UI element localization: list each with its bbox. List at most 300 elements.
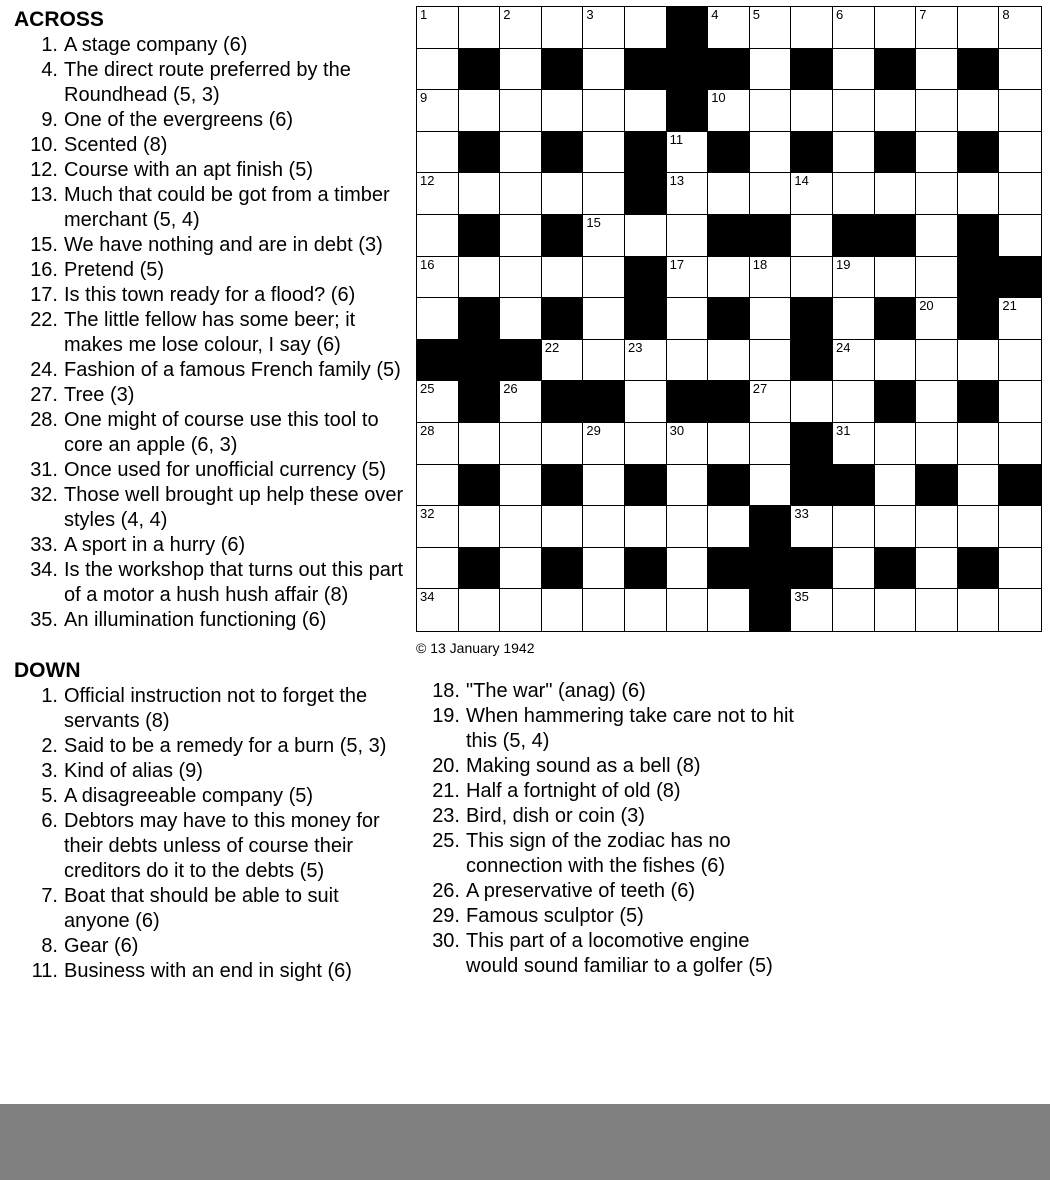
clue-text: One might of course use this tool to core an apple (6, 3) <box>64 409 379 456</box>
grid-cell[interactable] <box>833 506 875 548</box>
clue-text: Scented (8) <box>64 134 168 156</box>
grid-cell[interactable] <box>667 257 709 299</box>
grid-cell[interactable] <box>625 423 667 465</box>
cell-number: 22 <box>544 339 560 355</box>
grid-cell[interactable] <box>417 257 459 299</box>
clue-item <box>14 408 406 458</box>
grid-cell[interactable] <box>583 7 625 49</box>
clue-number: 24. <box>30 359 58 381</box>
clue-number: 26. <box>432 880 460 902</box>
clue-text: An illumination functioning (6) <box>64 609 327 631</box>
grid-cell[interactable] <box>750 90 792 132</box>
clue-text: Gear (6) <box>64 935 139 957</box>
grid-cell[interactable] <box>583 589 625 631</box>
grid-cell[interactable] <box>417 589 459 631</box>
grid-cell[interactable] <box>667 298 709 340</box>
grid-cell[interactable] <box>667 506 709 548</box>
cell-number: 13 <box>669 173 685 189</box>
clue-text: Tree (3) <box>64 384 135 406</box>
grid-cell[interactable] <box>500 465 542 507</box>
grid-cell[interactable] <box>708 257 750 299</box>
grid-cell[interactable] <box>916 90 958 132</box>
grid-cell[interactable] <box>583 215 625 257</box>
clue-number: 12. <box>30 159 58 181</box>
clue-item <box>416 754 796 779</box>
clue-number: 10. <box>30 134 58 156</box>
grid-cell[interactable] <box>417 298 459 340</box>
grid-cell[interactable] <box>958 7 1000 49</box>
grid-cell[interactable] <box>958 423 1000 465</box>
grid-cell[interactable] <box>999 173 1041 215</box>
grid-cell[interactable] <box>500 215 542 257</box>
clue-number: 29. <box>432 905 460 927</box>
grid-cell-black <box>667 381 709 423</box>
grid-cell[interactable] <box>583 173 625 215</box>
grid-cell[interactable] <box>667 132 709 174</box>
grid-cell[interactable] <box>833 7 875 49</box>
grid-cell[interactable] <box>417 423 459 465</box>
grid-cell-black <box>958 257 1000 299</box>
grid-cell[interactable] <box>542 506 584 548</box>
grid-cell[interactable] <box>542 340 584 382</box>
grid-cell-black <box>542 49 584 91</box>
grid-cell[interactable] <box>542 7 584 49</box>
grid-cell[interactable] <box>667 465 709 507</box>
grid-cell[interactable] <box>708 589 750 631</box>
grid-cell[interactable] <box>750 465 792 507</box>
grid-cell[interactable] <box>625 340 667 382</box>
grid-cell[interactable] <box>583 423 625 465</box>
grid-cell[interactable] <box>459 173 501 215</box>
grid-cell[interactable] <box>583 298 625 340</box>
grid-cell[interactable] <box>875 90 917 132</box>
grid-cell[interactable] <box>500 173 542 215</box>
clue-number: 33. <box>30 534 58 556</box>
cell-number: 6 <box>835 7 844 22</box>
grid-cell[interactable] <box>667 215 709 257</box>
across-clue-list <box>14 33 406 633</box>
clue-item <box>416 704 796 754</box>
grid-cell-black <box>875 548 917 590</box>
cell-number: 5 <box>752 7 761 22</box>
grid-cell[interactable] <box>833 173 875 215</box>
clue-text: "The war" (anag) (6) <box>466 680 646 702</box>
grid-cell[interactable] <box>667 589 709 631</box>
grid-cell[interactable] <box>958 506 1000 548</box>
clue-item <box>14 759 406 784</box>
grid-cell[interactable] <box>500 423 542 465</box>
grid-cell[interactable] <box>667 548 709 590</box>
grid-cell[interactable] <box>542 589 584 631</box>
grid-cell[interactable] <box>500 49 542 91</box>
grid-cell-black <box>625 465 667 507</box>
clue-text: A stage company (6) <box>64 34 248 56</box>
grid-cell-black <box>750 215 792 257</box>
clue-number: 6. <box>41 810 58 832</box>
clue-item <box>14 233 406 258</box>
grid-cell-black <box>750 589 792 631</box>
grid-cell-black <box>459 465 501 507</box>
clue-number: 19. <box>432 705 460 727</box>
clue-item <box>416 879 796 904</box>
grid-cell[interactable] <box>916 423 958 465</box>
grid-cell[interactable] <box>833 90 875 132</box>
clue-number: 34. <box>30 559 58 581</box>
grid-cell[interactable] <box>583 548 625 590</box>
grid-cell-black <box>667 49 709 91</box>
grid-cell[interactable] <box>500 589 542 631</box>
grid-cell[interactable] <box>459 90 501 132</box>
grid-cell[interactable] <box>958 90 1000 132</box>
grid-cell-black <box>625 298 667 340</box>
grid-cell[interactable] <box>999 423 1041 465</box>
grid-cell[interactable] <box>875 7 917 49</box>
grid-cell-black <box>459 49 501 91</box>
clue-text: A disagreeable company (5) <box>64 785 314 807</box>
cell-number: 3 <box>586 7 594 22</box>
grid-cell[interactable] <box>750 298 792 340</box>
grid-cell[interactable] <box>916 215 958 257</box>
cell-number: 21 <box>1002 298 1017 314</box>
clue-text: Half a fortnight of old (8) <box>466 780 681 802</box>
clue-item <box>14 358 406 383</box>
grid-cell[interactable] <box>583 340 625 382</box>
grid-cell-black <box>875 49 917 91</box>
cell-number: 30 <box>669 422 685 438</box>
grid-cell[interactable] <box>750 257 792 299</box>
grid-cell[interactable] <box>625 506 667 548</box>
grid-cell[interactable] <box>916 381 958 423</box>
grid-cell[interactable] <box>791 90 833 132</box>
grid-cell[interactable] <box>417 132 459 174</box>
grid-cell[interactable] <box>708 340 750 382</box>
grid-cell[interactable] <box>500 381 542 423</box>
grid-cell[interactable] <box>542 173 584 215</box>
grid-cell[interactable] <box>625 381 667 423</box>
grid-cell[interactable] <box>791 506 833 548</box>
grid-cell-black <box>791 49 833 91</box>
clue-number: 3. <box>41 760 58 782</box>
grid-cell[interactable] <box>750 173 792 215</box>
grid-cell-black <box>708 548 750 590</box>
grid-cell[interactable] <box>999 381 1041 423</box>
grid-cell[interactable] <box>958 589 1000 631</box>
clue-item <box>416 904 796 929</box>
clue-text: Fashion of a famous French family (5) <box>64 359 401 381</box>
grid-cell[interactable] <box>459 7 501 49</box>
grid-cell[interactable] <box>916 506 958 548</box>
clue-number: 30. <box>432 930 460 952</box>
grid-cell-black <box>791 548 833 590</box>
cell-number: 10 <box>711 90 726 106</box>
grid-cell[interactable] <box>875 465 917 507</box>
grid-cell[interactable] <box>750 340 792 382</box>
grid-cell[interactable] <box>875 423 917 465</box>
clue-number: 1. <box>41 34 58 56</box>
grid-cell[interactable] <box>916 132 958 174</box>
grid-cell-black <box>459 132 501 174</box>
grid-cell[interactable] <box>750 49 792 91</box>
grid-cell[interactable] <box>750 381 792 423</box>
grid-cell[interactable] <box>542 90 584 132</box>
clue-text: A sport in a hurry (6) <box>64 534 246 556</box>
crossword-grid <box>416 6 1042 632</box>
grid-cell[interactable] <box>708 7 750 49</box>
grid-cell[interactable] <box>833 381 875 423</box>
cell-number: 7 <box>919 7 927 22</box>
grid-cell-black <box>875 381 917 423</box>
cell-number: 20 <box>919 298 934 314</box>
clue-item <box>14 934 406 959</box>
grid-cell[interactable] <box>999 506 1041 548</box>
clue-number: 35. <box>30 609 58 631</box>
grid-cell[interactable] <box>999 90 1041 132</box>
down-clue-list <box>14 684 406 984</box>
grid-cell-black <box>542 548 584 590</box>
across-heading: ACROSS <box>14 8 104 31</box>
grid-cell[interactable] <box>833 340 875 382</box>
grid-cell[interactable] <box>791 215 833 257</box>
clue-text: Debtors may have to this money for their debts unless of course their creditors do it to the debts (5) <box>64 810 380 882</box>
grid-cell[interactable] <box>542 257 584 299</box>
grid-cell[interactable] <box>500 257 542 299</box>
cell-number: 27 <box>752 381 768 397</box>
grid-cell[interactable] <box>999 589 1041 631</box>
grid-cell[interactable] <box>583 132 625 174</box>
grid-cell[interactable] <box>791 7 833 49</box>
grid-cell[interactable] <box>958 465 1000 507</box>
page-edge <box>0 1094 216 1104</box>
grid-cell-black <box>625 548 667 590</box>
grid-cell[interactable] <box>916 7 958 49</box>
grid-cell[interactable] <box>916 589 958 631</box>
cell-number: 26 <box>503 381 518 397</box>
cell-number: 1 <box>420 7 428 22</box>
cell-number: 4 <box>711 7 719 22</box>
grid-cell[interactable] <box>875 506 917 548</box>
grid-cell[interactable] <box>417 90 459 132</box>
grid-cell[interactable] <box>875 589 917 631</box>
grid-cell-black <box>708 49 750 91</box>
grid-cell[interactable] <box>500 506 542 548</box>
cell-number: 31 <box>835 422 851 438</box>
grid-cell[interactable] <box>583 90 625 132</box>
grid-cell-black <box>791 298 833 340</box>
clue-number: 20. <box>432 755 460 777</box>
grid-cell[interactable] <box>625 215 667 257</box>
clue-number: 11. <box>31 960 58 982</box>
grid-cell[interactable] <box>750 132 792 174</box>
clue-text: Official instruction not to forget the servants (8) <box>64 685 368 732</box>
grid-cell-black <box>542 381 584 423</box>
grid-cell-black <box>833 215 875 257</box>
clue-item <box>14 283 406 308</box>
grid-cell[interactable] <box>583 465 625 507</box>
grid-cell[interactable] <box>750 423 792 465</box>
grid-cell-black <box>459 381 501 423</box>
grid-cell[interactable] <box>708 173 750 215</box>
grid-cell[interactable] <box>916 257 958 299</box>
grid-cell-black <box>625 173 667 215</box>
grid-cell[interactable] <box>667 340 709 382</box>
grid-cell[interactable] <box>459 423 501 465</box>
grid-cell[interactable] <box>833 423 875 465</box>
clue-item <box>14 684 406 734</box>
grid-cell[interactable] <box>791 173 833 215</box>
cell-number: 29 <box>586 422 601 438</box>
clue-number: 27. <box>30 384 58 406</box>
grid-cell-black <box>500 340 542 382</box>
grid-cell[interactable] <box>625 90 667 132</box>
cell-number: 12 <box>420 173 435 189</box>
clue-item <box>416 779 796 804</box>
grid-cell[interactable] <box>875 340 917 382</box>
clue-text: The direct route preferred by the Roundhead (5, 3) <box>64 59 351 106</box>
grid-cell[interactable] <box>459 589 501 631</box>
grid-cell[interactable] <box>916 173 958 215</box>
grid-cell-black <box>958 298 1000 340</box>
grid-cell[interactable] <box>500 7 542 49</box>
grid-cell[interactable] <box>791 257 833 299</box>
grid-cell[interactable] <box>916 340 958 382</box>
grid-cell[interactable] <box>916 298 958 340</box>
grid-cell-black <box>625 49 667 91</box>
grid-cell-black <box>958 132 1000 174</box>
grid-cell[interactable] <box>583 49 625 91</box>
grid-cell-black <box>791 340 833 382</box>
grid-cell[interactable] <box>625 7 667 49</box>
grid-cell[interactable] <box>583 506 625 548</box>
clue-item <box>14 558 406 608</box>
grid-cell-black <box>916 465 958 507</box>
grid-cell[interactable] <box>417 7 459 49</box>
grid-cell[interactable] <box>417 49 459 91</box>
grid-cell[interactable] <box>500 298 542 340</box>
cell-number: 34 <box>420 589 435 605</box>
copyright-text: © 13 January 1942 <box>416 640 535 656</box>
clue-item <box>14 959 406 984</box>
grid-cell-black <box>459 215 501 257</box>
grid-cell-black <box>708 298 750 340</box>
cell-number: 32 <box>420 506 435 522</box>
clue-number: 23. <box>432 805 460 827</box>
clue-text: Is the workshop that turns out this part of a motor a hush hush affair (8) <box>64 559 404 606</box>
grid-cell[interactable] <box>999 215 1041 257</box>
grid-cell[interactable] <box>999 298 1041 340</box>
grid-cell-black <box>417 340 459 382</box>
grid-cell[interactable] <box>500 548 542 590</box>
grid-cell[interactable] <box>958 340 1000 382</box>
grid-cell[interactable] <box>999 340 1041 382</box>
clue-text: Boat that should be able to suit anyone (6) <box>64 885 339 932</box>
grid-cell[interactable] <box>791 589 833 631</box>
clue-number: 17. <box>30 284 58 306</box>
grid-cell[interactable] <box>417 381 459 423</box>
clue-number: 22. <box>30 309 58 331</box>
grid-cell-black <box>625 132 667 174</box>
clue-item <box>14 483 406 533</box>
clue-number: 32. <box>30 484 58 506</box>
clue-text: Business with an end in sight (6) <box>64 960 352 982</box>
clue-number: 25. <box>432 830 460 852</box>
grid-cell[interactable] <box>459 257 501 299</box>
grid-cell[interactable] <box>667 173 709 215</box>
grid-cell[interactable] <box>708 90 750 132</box>
grid-cell-black <box>542 215 584 257</box>
grid-cell[interactable] <box>999 548 1041 590</box>
grid-cell[interactable] <box>833 257 875 299</box>
grid-cell[interactable] <box>542 423 584 465</box>
clue-number: 16. <box>30 259 58 281</box>
clue-number: 7. <box>41 885 58 907</box>
grid-cell-black <box>667 7 709 49</box>
clue-text: Once used for unofficial currency (5) <box>64 459 387 481</box>
grid-cell[interactable] <box>500 132 542 174</box>
clue-number: 21. <box>432 780 460 802</box>
cell-number: 35 <box>794 589 809 605</box>
clue-text: Making sound as a bell (8) <box>466 755 701 777</box>
cell-number: 14 <box>794 173 809 189</box>
grid-cell[interactable] <box>708 506 750 548</box>
clue-number: 18. <box>432 680 460 702</box>
grid-cell[interactable] <box>833 49 875 91</box>
grid-cell-black <box>750 506 792 548</box>
grid-cell-black <box>875 298 917 340</box>
grid-cell[interactable] <box>417 215 459 257</box>
grid-cell[interactable] <box>999 132 1041 174</box>
cell-number: 16 <box>420 256 435 272</box>
grid-cell[interactable] <box>459 506 501 548</box>
grid-cell[interactable] <box>791 381 833 423</box>
grid-cell[interactable] <box>583 257 625 299</box>
grid-cell[interactable] <box>417 506 459 548</box>
grid-cell-black <box>958 215 1000 257</box>
grid-cell-black <box>708 132 750 174</box>
grid-cell[interactable] <box>833 298 875 340</box>
grid-cell[interactable] <box>916 548 958 590</box>
grid-cell[interactable] <box>667 423 709 465</box>
grid-cell[interactable] <box>958 173 1000 215</box>
grid-cell[interactable] <box>875 173 917 215</box>
grid-cell[interactable] <box>500 90 542 132</box>
grid-cell-black <box>750 548 792 590</box>
clue-text: We have nothing and are in debt (3) <box>64 234 383 256</box>
grid-cell-black <box>708 465 750 507</box>
grid-cell[interactable] <box>417 465 459 507</box>
grid-cell[interactable] <box>999 49 1041 91</box>
grid-cell[interactable] <box>875 257 917 299</box>
grid-cell[interactable] <box>708 423 750 465</box>
clue-text: Bird, dish or coin (3) <box>466 805 645 827</box>
grid-cell[interactable] <box>833 589 875 631</box>
clue-item <box>416 679 796 704</box>
grid-cell[interactable] <box>833 548 875 590</box>
cell-number: 25 <box>420 381 435 397</box>
grid-cell-black <box>999 257 1041 299</box>
clue-item <box>14 784 406 809</box>
grid-cell[interactable] <box>625 589 667 631</box>
grid-cell[interactable] <box>417 548 459 590</box>
clue-text: Much that could be got from a timber merchant (5, 4) <box>64 184 390 231</box>
clue-item <box>14 258 406 283</box>
clue-number: 2. <box>41 735 58 757</box>
grid-cell[interactable] <box>916 49 958 91</box>
grid-cell[interactable] <box>833 132 875 174</box>
grid-cell[interactable] <box>750 7 792 49</box>
grid-cell-black <box>542 132 584 174</box>
grid-cell[interactable] <box>417 173 459 215</box>
grid-cell[interactable] <box>999 7 1041 49</box>
